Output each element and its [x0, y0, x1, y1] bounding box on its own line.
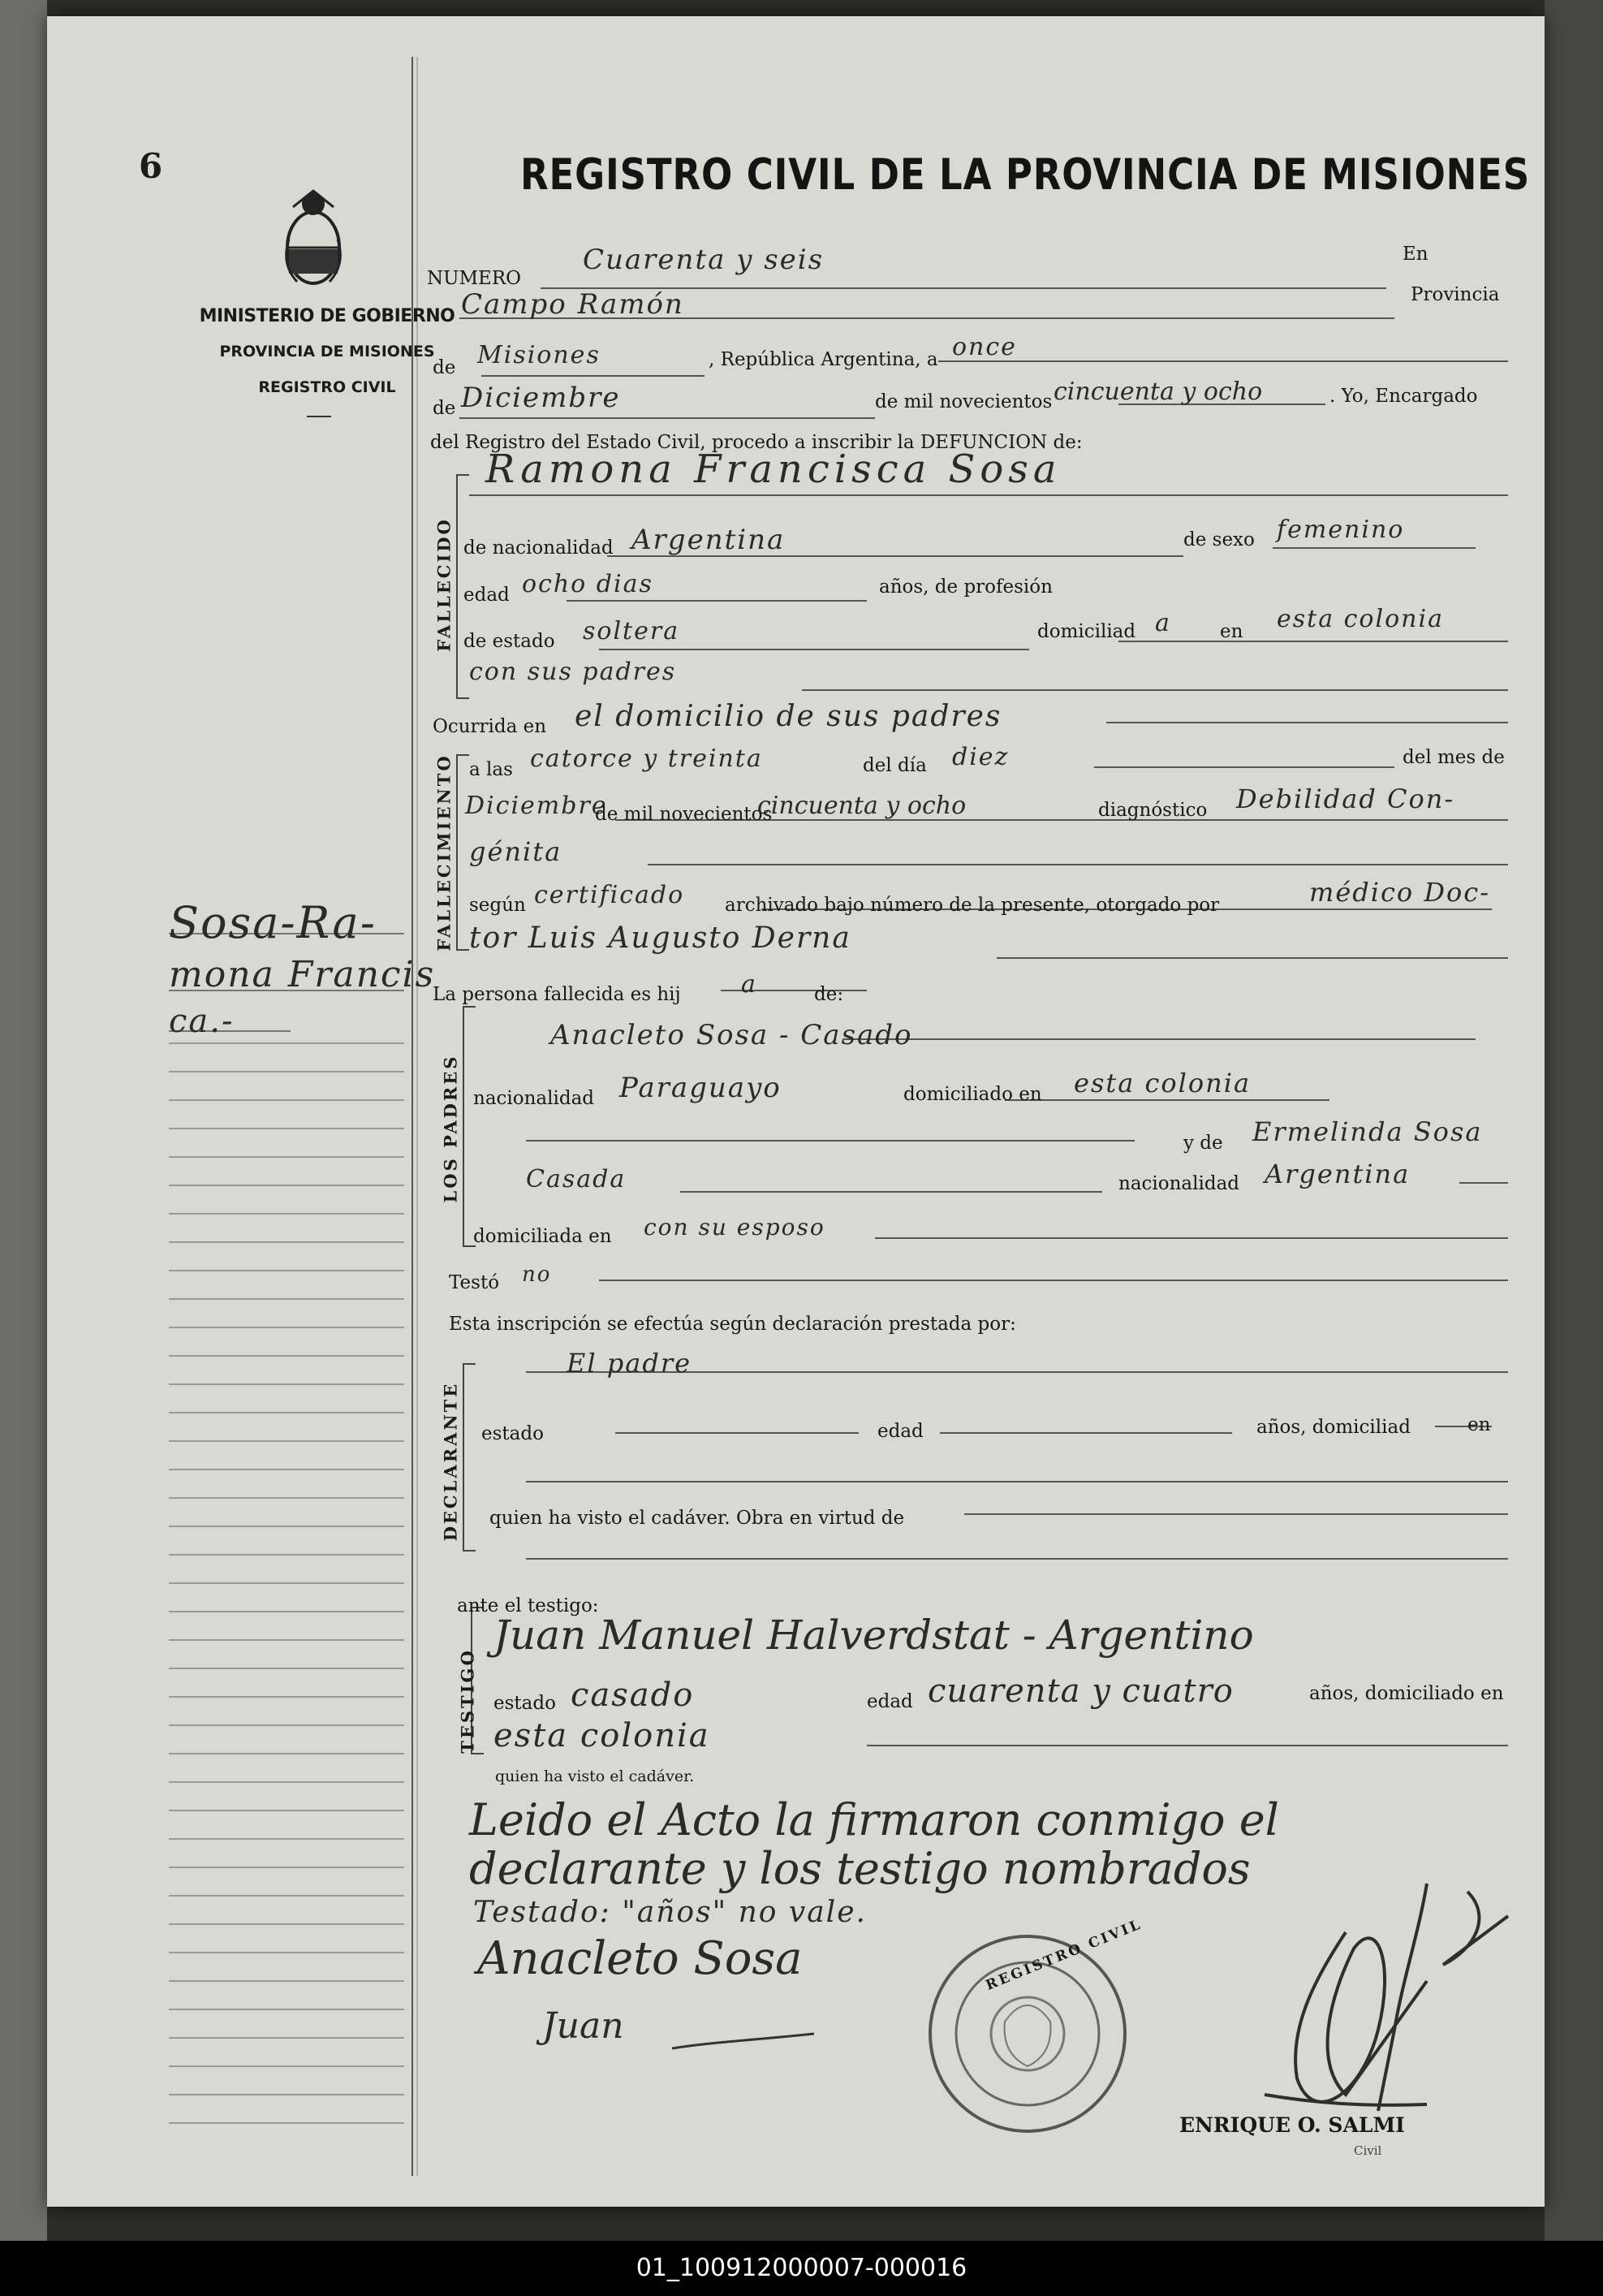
diag-label: diagnóstico [1098, 800, 1208, 821]
fallecido-en-label: en [1220, 621, 1243, 642]
margin-note-line2: mona Francis [169, 954, 436, 995]
madre-domiciliada-label: domiciliada en [473, 1226, 612, 1247]
mes-label: del mes de [1403, 747, 1505, 768]
fallecimiento-dia: diez [952, 743, 1010, 771]
mil-label: de mil novecientos [875, 391, 1053, 412]
alas-label: a las [469, 759, 513, 780]
provincia-value: Misiones [477, 341, 601, 369]
dia-label: del día [863, 755, 927, 776]
yo-label: . Yo, Encargado [1329, 386, 1478, 407]
madre-estado: Casada [526, 1165, 627, 1193]
fallecimiento-mil-label: de mil novecientos [595, 804, 773, 825]
padres-section-label: LOS PADRES [440, 1054, 461, 1203]
testigo-section-label: TESTIGO [457, 1648, 478, 1754]
numero-value: Cuarenta y seis [583, 244, 825, 276]
firma-testigo: Juan [542, 2005, 624, 2047]
fallecido-edad: ocho dias [522, 570, 653, 598]
testo-label: Testó [449, 1272, 500, 1293]
declarante-section-label: DECLARANTE [440, 1381, 461, 1542]
ministry-line1: MINISTERIO DE GOBIERNO [199, 306, 455, 326]
margin-note-line1: Sosa-Ra- [169, 897, 377, 948]
yde-label: y de [1183, 1133, 1223, 1154]
declarante-nombre: El padre [567, 1348, 692, 1379]
certificado-value: certificado [534, 881, 685, 909]
page-number: 6 [139, 146, 163, 186]
ocurrida-label: Ocurrida en [433, 716, 547, 737]
padre-domiciliado-label: domiciliado en [903, 1084, 1042, 1105]
testigo-nombre: Juan Manuel Halverdstat - Argentino [493, 1612, 1254, 1659]
declarante-quien-label: quien ha visto el cadáver. Obra en virtud de [489, 1508, 905, 1529]
lugar-value: Campo Ramón [461, 288, 684, 321]
image-id-footer: 01_100912000007-000016 [0, 2241, 1603, 2296]
fallecido-sexo-label: de sexo [1183, 529, 1255, 550]
declarante-en-label: en [1467, 1414, 1491, 1435]
ministry-line2: PROVINCIA DE MISIONES [219, 343, 435, 360]
ocurrida-value: el domicilio de sus padres [575, 700, 1002, 733]
book-binding-left [0, 0, 47, 2241]
dia-value: once [952, 333, 1017, 361]
fallecimiento-hora: catorce y treinta [530, 744, 763, 773]
diag-value2: génita [469, 836, 562, 867]
numero-label: NUMERO [427, 268, 522, 289]
declarante-anios-label: años, domiciliad [1256, 1417, 1411, 1438]
testigo-edad: cuarenta y cuatro [928, 1672, 1234, 1710]
fallecido-nacionalidad: Argentina [631, 524, 786, 556]
en-label: En [1403, 244, 1428, 265]
anio-value: cincuenta y ocho [1054, 378, 1263, 406]
hij-suffix: a [741, 970, 757, 999]
fallecimiento-mes: Diciembre [465, 792, 608, 820]
padre-domicilio: esta colonia [1074, 1068, 1252, 1098]
fallecido-domicilio: esta colonia [1277, 605, 1444, 633]
madre-nacionalidad-label: nacionalidad [1118, 1173, 1240, 1194]
document-title: REGISTRO CIVIL DE LA PROVINCIA DE MISIONES [520, 150, 1531, 200]
otorgado-value: médico Doc- [1309, 877, 1491, 908]
padre-nacionalidad-label: nacionalidad [473, 1088, 595, 1109]
testigo-estado: casado [571, 1677, 695, 1714]
de-label: de [433, 357, 456, 378]
fallecido-sexo: femenino [1277, 516, 1405, 544]
book-binding-right [1545, 0, 1603, 2241]
cierre-linea2: declarante y los testigo nombrados [469, 1843, 1251, 1894]
mes-value: Diciembre [461, 382, 621, 414]
testigo-estado-label: estado [493, 1693, 556, 1714]
testigo-quien-label: quien ha visto el cadáver. [495, 1767, 695, 1785]
fallecido-domicilio-label: domiciliad [1037, 621, 1136, 642]
fallecido-nombre: Ramona Francisca Sosa [485, 447, 1062, 492]
sello-texto: REGISTRO CIVIL [983, 1916, 1145, 1994]
republica-label: , República Argentina, a [709, 349, 938, 370]
fallecido-domicilio-suffix: a [1155, 609, 1171, 637]
testigo-anios-label: años, domiciliado en [1309, 1683, 1504, 1704]
encargado-sub: Civil [1354, 2143, 1382, 2158]
fallecido-anios-label: años, de profesión [879, 576, 1053, 598]
padre-nombre: Anacleto Sosa - Casado [550, 1019, 913, 1051]
fallecido-edad-label: edad [463, 585, 510, 606]
de2-label: de [433, 398, 456, 419]
segun-label: según [469, 895, 526, 916]
encargado-signature-mark [1265, 1884, 1508, 2111]
fallecido-estado-label: de estado [463, 631, 555, 652]
provincia-label: Provincia [1411, 284, 1500, 305]
fallecimiento-anio: cincuenta y ocho [757, 792, 967, 820]
fallecido-domicilio2: con sus padres [469, 658, 677, 686]
document-page [47, 16, 1545, 2207]
padres-de-label: de: [814, 984, 844, 1005]
cierre-linea1: Leido el Acto la firmaron conmigo el [469, 1794, 1279, 1845]
coat-of-arms-icon [277, 175, 350, 292]
encargado-nombre: ENRIQUE O. SALMI [1179, 2113, 1405, 2137]
fallecimiento-section-label: FALLECIMIENTO [433, 753, 455, 952]
madre-domicilio: con su esposo [644, 1214, 825, 1241]
ministry-line3: REGISTRO CIVIL [258, 378, 396, 396]
declarante-intro: Esta inscripción se efectúa según declaración prestada por: [449, 1314, 1016, 1335]
testo-value: no [522, 1262, 552, 1287]
archivado-label: archivado bajo número de la presente, otorgado por [725, 895, 1220, 916]
fallecido-estado: soltera [583, 617, 680, 645]
otorgado-value2: tor Luis Augusto Derna [469, 921, 851, 955]
declarante-edad-label: edad [877, 1421, 924, 1442]
cierre-linea3: Testado: "años" no vale. [473, 1896, 867, 1929]
del-registro-label: del Registro del Estado Civil, procedo a inscribir la DEFUNCION de: [430, 432, 1083, 453]
margin-note-line3: ca.- [169, 1003, 235, 1040]
firma-declarante: Anacleto Sosa [477, 1932, 803, 1985]
fallecido-nacionalidad-label: de nacionalidad [463, 537, 614, 559]
testigo-domicilio: esta colonia [493, 1717, 710, 1754]
fallecido-section-label: FALLECIDO [433, 517, 455, 652]
testigo-ante-label: ante el testigo: [457, 1595, 599, 1616]
declarante-estado-label: estado [481, 1423, 544, 1444]
padre-nacionalidad: Paraguayo [619, 1072, 782, 1104]
hij-label: La persona fallecida es hij [433, 984, 681, 1005]
testigo-edad-label: edad [867, 1691, 913, 1712]
madre-nacionalidad: Argentina [1265, 1159, 1411, 1189]
madre-nombre: Ermelinda Sosa [1252, 1116, 1483, 1147]
diag-value: Debilidad Con- [1236, 783, 1455, 814]
